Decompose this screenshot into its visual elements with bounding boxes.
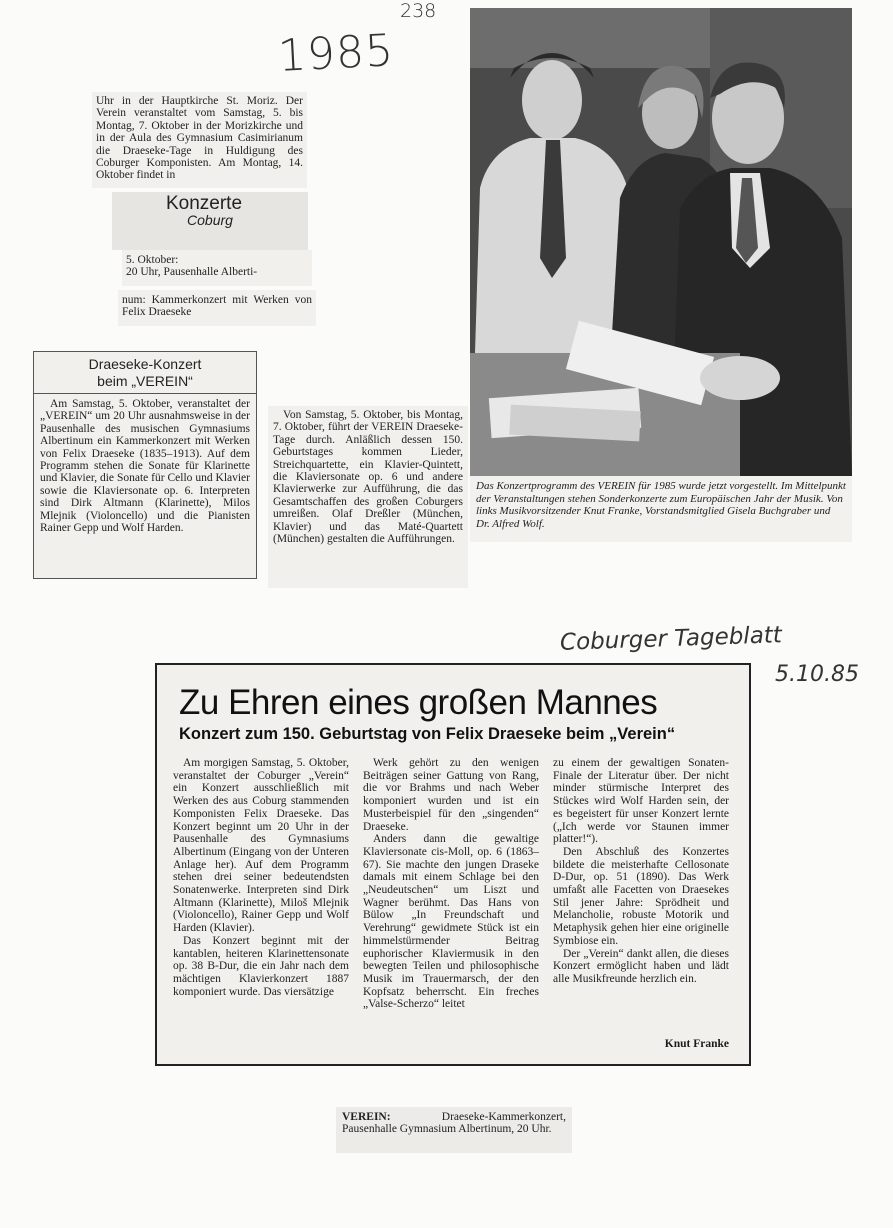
draeseke-konzert-body: Am Samstag, 5. Oktober, veranstaltet der „VEREIN“ um 20 Uhr ausnahmsweise in der Pausenhalle des musischen Gymnasiums Albertinum ein Kammerkonzert mit Werken von Felix Draeseke (1835–1913). Auf dem Programm stehen die Sonate für Klarinette und Klavier, die Sonate für Cello und Klavier sowie die Klaviersonate op. 6. Interpreten sind Dirk Altmann (Klarinette), Milos Mlejnik (Violoncello) und die Pianisten Rainer Gepp und Wolf Harden. — [40, 398, 250, 535]
clipping-hauptkirche-text: Uhr in der Hauptkirche St. Moriz. Der Verein veranstaltet vom Samstag, 5. bis Montag, 7. Oktober in der Morizkirche und in der Aula des Gymnasium Casimirianum die Draeseke-Tage in Huldigung des Coburger Komponisten. Am Montag, 14. Oktober findet in — [96, 95, 303, 182]
article-col3-para3: Der „Verein“ dankt allen, die dieses Konzert ermöglicht haben und lädt alle Musikfreunde herzlich ein. — [553, 947, 729, 985]
article-col1-para2: Das Konzert beginnt mit der kantablen, heiteren Klarinettensonate op. 38 B-Dur, die ein Jahr nach dem mächtigen Klavierkonzert 1887 komponiert wurde. Das viersätzige — [173, 934, 349, 998]
konzerte-date: 5. Oktober: — [126, 254, 179, 266]
article-col3-para1: zu einem der gewaltigen Sonaten-Finale der Literatur über. Der nicht minder stürmische Interpret des Stückes wird Wolf Harden sein, der es begeistert für unser Konzert lernte („Ich werde vor Staunen immer platter!“). — [553, 757, 729, 846]
article-column-3 — [553, 757, 729, 986]
clipping-draeseke-tage — [268, 406, 468, 588]
konzerte-subtitle: Coburg — [187, 212, 233, 229]
article-column-2 — [363, 757, 539, 1011]
group-photo-image — [470, 8, 852, 476]
photo-caption — [470, 476, 852, 542]
source-note: Coburger Tageblatt — [559, 622, 783, 656]
group-photo — [470, 8, 852, 476]
year-note: 1985 — [276, 24, 396, 83]
article-headline: Zu Ehren eines großen Mannes — [179, 683, 658, 722]
clipping-bottom — [336, 1107, 572, 1153]
konzerte-title: Konzerte — [165, 193, 243, 214]
clipping-bottom-label: VEREIN: — [342, 1111, 391, 1123]
clipping-hauptkirche — [92, 92, 307, 188]
article-subheadline: Konzert zum 150. Geburtstag von Felix Draeseke beim „Verein“ — [179, 725, 676, 743]
konzerte-continuation: num: Kammerkonzert mit Werken von Felix Draeseke — [122, 294, 312, 319]
clipping-konzerte — [112, 192, 308, 250]
article-column-1 — [173, 757, 349, 998]
draeseke-tage-body: Von Samstag, 5. Oktober, bis Montag, 7. Oktober, führt der VEREIN Draeseke-Tage durch. Anläßlich dessen 150. Geburtstages kommen Lieder, Streichquartette, ein Klavier-Quintett, die Klaviersonate op. 6 und andere Klavierwerke zur Aufführung, die das Gesamtschaffen des großen Coburgers umreißen. Olaf Dreßler (München, Klavier) und das Maté-Quartett (München) gestalten die Aufführungen. — [273, 409, 463, 546]
photo-caption-text: Das Konzertprogramm des VEREIN für 1985 wurde jetzt vorgestellt. Im Mittelpunkt der Veranstaltungen stehen Sonderkonzerte zum Europäischen Jahr der Musik. Von links Musikvorsitzender Knut Franke, Vorstandsmitglied Gisela Buchgraber und Dr. Alfred Wolf. — [476, 480, 846, 530]
article-author: Knut Franke — [664, 1038, 729, 1050]
clipping-bottom-body: Draeseke-Kammerkonzert, Pausenhalle Gymnasium Albertinum, 20 Uhr. — [342, 1111, 566, 1136]
date-note: 5.10.85 — [775, 662, 859, 687]
page-number-note: 238 — [400, 0, 437, 22]
article-col3-para2: Den Abschluß des Konzertes bildete die meisterhafte Cellosonate D-Dur, op. 51 (1890). Das Werk umfaßt alle Facetten von Draesekes Stil jener Jahre: Sprödheit und Melancholie, robuste Motorik und Metaphysik gehen hier eine originelle Symbiose ein. — [553, 845, 729, 947]
draeseke-konzert-title-line2: beim „VEREIN“ — [97, 373, 193, 389]
article-zu-ehren — [155, 663, 751, 1066]
clipping-bottom-text — [342, 1111, 566, 1136]
article-col1-para1: Am morgigen Samstag, 5. Oktober, veranstaltet der Coburger „Verein“ ein Konzert ausschließlich mit Werken des aus Coburg stammenden Komponisten Felix Draeseke. Das Konzert beginnt um 20 Uhr in der Pausenhalle des Gymnasiums Albertinum (Eingang von der Unteren Anlage her). Auf dem Programm stehen drei seiner bedeutendsten Sonatenwerke. Interpreten sind Dirk Altmann (Klarinette), Miloš Mlejnik (Violoncello), Rainer Gepp und Wolf Harden (Klavier). — [173, 757, 349, 935]
clipping-konzerte-date — [122, 250, 312, 286]
clipping-draeseke-konzert — [33, 351, 257, 579]
article-col2-para2: Anders dann die gewaltige Klaviersonate cis-Moll, op. 6 (1863–67). Sie machte den jungen Draseke damals mit einem Schlage bei den „Neudeutschen“ um Liszt und Wagner berühmt. Das Hans von Bülow „In Freundschaft und Verehrung“ gewidmete Stück ist ein himmelstürmender Beitrag euphorischer Klaviermusik in den bewegten Teilen und philosophische Musik im Trauermarsch, der den Kopfsatz beherrscht. Ein freches „Valse-Scherzo“ leitet — [363, 833, 539, 1011]
article-col2-para1: Werk gehört zu den wenigen Beiträgen seiner Gattung von Rang, die vor Brahms und nach Weber komponiert wurden und ist ein Musterbeispiel für den „singenden“ Draeseke. — [363, 757, 539, 833]
clipping-konzerte-continuation — [118, 290, 316, 326]
draeseke-konzert-title-line1: Draeseke-Konzert — [88, 356, 202, 372]
konzerte-time-place: 20 Uhr, Pausenhalle Alberti- — [126, 266, 258, 279]
draeseke-konzert-title — [34, 356, 256, 394]
